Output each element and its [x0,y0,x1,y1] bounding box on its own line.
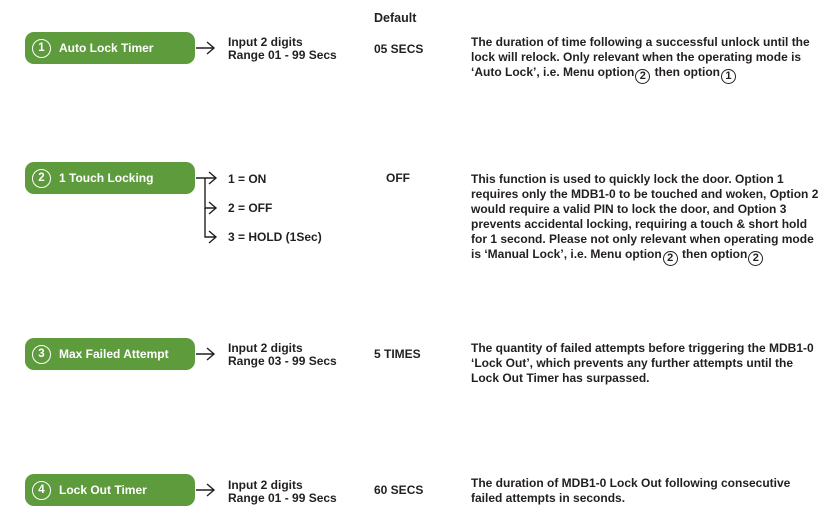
default-value: 60 SECS [374,483,424,497]
arrow-row-1 [196,42,214,54]
setting-pill-1-touch-locking [25,162,195,194]
setting-pill-lock-out-timer [25,474,195,506]
setting-description: The duration of time following a successful unlock until the lock will relock. Only relevant when the operating mode is ‘Auto Lock’, i.e. Menu option 2 then option 1 [471,35,810,82]
menu-option-number: 1 [721,69,736,84]
arrow-row-2-option-1 [196,172,216,184]
input-range: Range 01 - 99 Secs [228,491,337,505]
number-badge: 4 [32,481,51,500]
menu-option-number: 2 [635,69,650,84]
input-range: Range 03 - 99 Secs [228,354,337,368]
setting-label: Lock Out Timer [59,483,147,497]
option-on: 1 = ON [228,172,267,186]
arrow-row-4 [196,484,214,496]
menu-option-number: 2 [748,251,763,266]
number-badge: 2 [32,169,51,188]
default-value: OFF [386,171,410,185]
option-off: 2 = OFF [228,201,273,215]
option-hold: 3 = HOLD (1Sec) [228,230,322,244]
setting-label: Max Failed Attempt [59,347,169,361]
setting-description: The duration of MDB1-0 Lock Out following consecutive failed attempts in seconds. [471,476,791,505]
default-value: 05 SECS [374,42,424,56]
setting-description: This function is used to quickly lock the door. Option 1 requires only the MDB1-0 to be touched and woken, Option 2 would require a valid PIN to lock the door, and Option 3 prevents accidental locking, requiring a touch & short hold for 1 second. Please not only relevant when operating mode is ‘Manual Lock’, i.e. Menu option 2 then option 2 [471,172,819,264]
menu-option-number: 2 [663,251,678,266]
setting-label: Auto Lock Timer [59,41,154,55]
arrow-row-3 [196,348,214,360]
default-value: 5 TIMES [374,347,421,361]
setting-pill-max-failed-attempt [25,338,195,370]
input-instruction: Input 2 digits [228,35,303,49]
setting-label: 1 Touch Locking [59,171,154,185]
input-range: Range 01 - 99 Secs [228,48,337,62]
default-column-header: Default [374,11,417,25]
number-badge: 3 [32,345,51,364]
setting-description: The quantity of failed attempts before triggering the MDB1-0 ‘Lock Out’, which prevents any further attempts until the Lock Out Timer has surpassed. [471,341,814,385]
input-instruction: Input 2 digits [228,478,303,492]
setting-pill-auto-lock-timer [25,32,195,64]
input-instruction: Input 2 digits [228,341,303,355]
number-badge: 1 [32,39,51,58]
